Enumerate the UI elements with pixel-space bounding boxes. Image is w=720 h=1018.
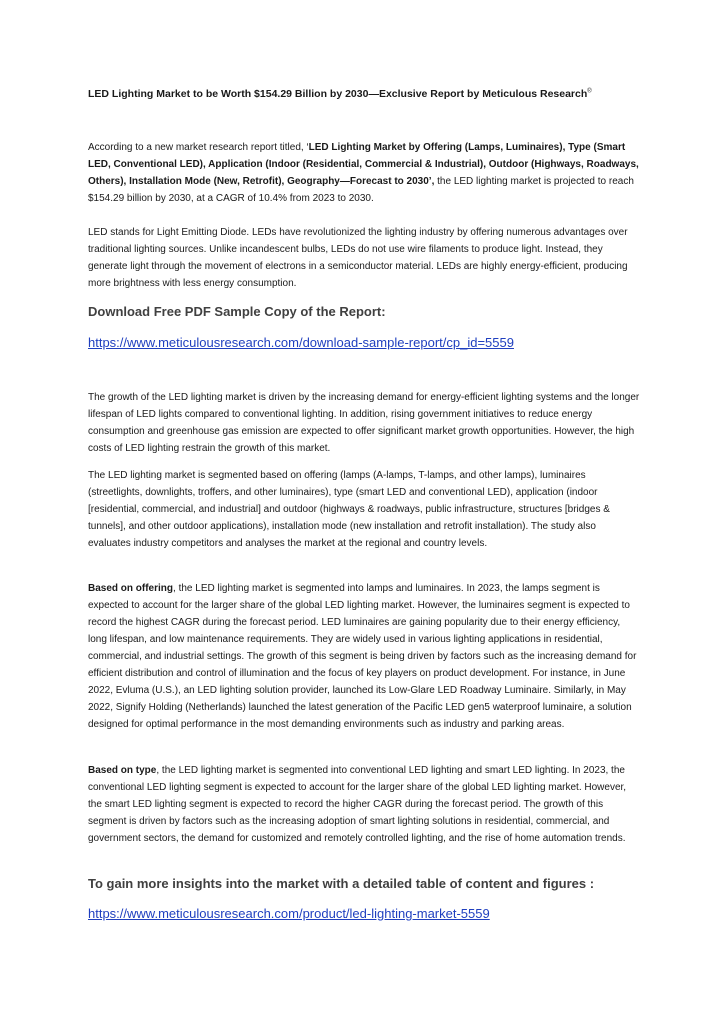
report-name: LED Lighting Market by Offering (Lamps, Luminaires), Type (Smart LED, Conventional LED), Application (Indoor (Residential, Commercial & Industrial), Outdoor (Highways, Roadways, Others), Installation Mode (New, Retrofit), Geography—Forecast to 2030’, [88, 142, 639, 187]
growth-paragraph: The growth of the LED lighting market is driven by the increasing demand for energy-efficient lighting systems and the longer lifespan of LED lights compared to conventional lighting. In addition, rising government initiatives to reduce energy consumption and greenhouse gas emission are expected to offer significant market growth opportunities. However, the high costs of LED lighting restrain the growth of this market. [88, 392, 640, 454]
intro-paragraph [88, 139, 640, 207]
document-title [88, 88, 648, 100]
offering-text: , the LED lighting market is segmented into lamps and luminaires. In 2023, the lamps segment is expected to account for the larger share of the global LED lighting market. However, the luminaires segment is expected to record the highest CAGR during the forecast period. LED luminaires are gaining popularity due to their energy efficiency, long lifespan, and low maintenance requirements. They are widely used in various lighting applications in residential, commercial, and industrial settings. The growth of this segment is being driven by factors such as the increasing demand for efficient distribution and control of illumination and the focus of key players on product development. For instance, in June 2022, Evluma (U.S.), an LED lighting solution provider, launched its Low-Glare LED Roadway Luminaire. Similarly, in May 2022, Signify Holding (Netherlands) launched the latest generation of the Pacific LED gen5 waterproof luminaire, a solution designed for optimal performance in the most demanding environments such as industry and parking areas. [88, 583, 637, 730]
download-sample-link[interactable]: https://www.meticulousresearch.com/download-sample-report/cp_id=5559 [88, 335, 514, 350]
offering-paragraph [88, 580, 640, 733]
download-heading: Download Free PDF Sample Copy of the Report: [88, 304, 386, 319]
led-definition-paragraph: LED stands for Light Emitting Diode. LEDs have revolutionized the lighting industry by offering numerous advantages over traditional lighting sources. Unlike incandescent bulbs, LEDs do not use wire filaments to produce light. Instead, they generate light through the movement of electrons in a semiconductor material. LEDs are highly energy-efficient, producing more brightness with less energy consumption. [88, 227, 628, 289]
title-text: LED Lighting Market to be Worth $154.29 Billion by 2030—Exclusive Report by Meticulous Research [88, 88, 588, 100]
type-paragraph [88, 762, 640, 847]
registered-mark: ® [587, 88, 592, 95]
type-text: , the LED lighting market is segmented into conventional LED lighting and smart LED lighting. In 2023, the conventional LED lighting segment is expected to account for the larger share of the global LED lighting market. However, the smart LED lighting segment is expected to record the higher CAGR during the forecast period. The growth of this segment is driven by factors such as the increasing adoption of smart lighting solutions in residential, commercial, and government sectors, the demand for customized and remotely controlled lighting, and the rise of home automation trends. [88, 765, 627, 844]
intro-lead: According to a new market research report titled, ‘ [88, 142, 309, 153]
segmentation-paragraph: The LED lighting market is segmented based on offering (lamps (A-lamps, T-lamps, and other lamps), luminaires (streetlights, downlights, troffers, and other luminaires), type (smart LED and conventional LED), application (indoor [residential, commercial, and industrial] and outdoor (highways & roadways, public infrastructure, structures [bridges & tunnels], and other outdoor applications), installation mode (new installation and retrofit installation). The study also evaluates industry competitors and analyses the market at the regional and country levels. [88, 470, 610, 549]
insights-heading: To gain more insights into the market with a detailed table of content and figures : [88, 876, 595, 891]
type-label: Based on type [88, 765, 157, 776]
offering-label: Based on offering [88, 583, 174, 594]
product-page-link[interactable]: https://www.meticulousresearch.com/product/led-lighting-market-5559 [88, 906, 490, 921]
intro-tail: the LED lighting market is projected to reach $154.29 billion by 2030, at a CAGR of 10.4% from 2023 to 2030. [88, 176, 634, 204]
